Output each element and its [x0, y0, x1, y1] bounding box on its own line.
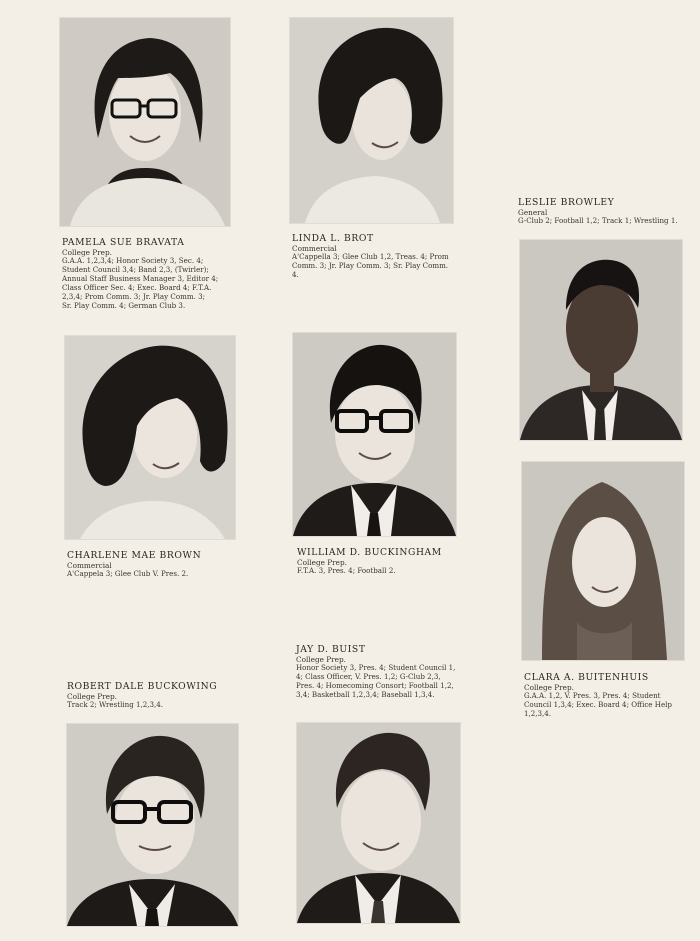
senior-activities: [67, 701, 217, 710]
senior-course: College Prep.: [297, 558, 347, 567]
portrait-william-d-buckingham: [293, 333, 456, 536]
portrait-leslie-browley: [520, 240, 682, 440]
senior-activities: [518, 217, 678, 226]
activities-line: Class Officer Sec. 4; Exec. Board 4; F.T.A.: [62, 282, 212, 292]
senior-entry-buist: [296, 644, 455, 700]
senior-course: College Prep.: [67, 692, 117, 701]
activities-line: 4; Class Officer, V. Pres. 1,2; G-Club 2,3,: [296, 671, 441, 681]
senior-name: LESLIE BROWLEY: [518, 197, 615, 208]
activities-line: 1,2,3,4.: [524, 708, 552, 718]
senior-entry-brown: [67, 550, 201, 579]
senior-entry-buckingham: [297, 547, 442, 576]
senior-name: CHARLENE MAE BROWN: [67, 550, 202, 561]
activities-line: Comm. 3; Jr. Play Comm. 3; Sr. Play Comm.: [292, 260, 449, 270]
activities-line: Council 1,3,4; Exec. Board 4; Office Help: [524, 699, 672, 709]
activities-line: A'Cappella 3; Glee Club 1,2, Treas. 4; Prom: [292, 252, 449, 261]
portrait-jay-d-buist: [297, 723, 460, 923]
activities-line: 2,3,4; Prom Comm. 3; Jr. Play Comm. 3;: [62, 291, 205, 301]
portrait-charlene-mae-brown: [65, 336, 235, 539]
activities-line: G-Club 2; Football 1,2; Track 1; Wrestling 1.: [518, 216, 678, 225]
portrait-pamela-sue-bravata: [60, 18, 230, 226]
senior-entry-bravata: [62, 237, 218, 310]
senior-activities: [296, 664, 455, 700]
senior-course: College Prep.: [524, 683, 574, 692]
senior-entry-buitenhuis: [524, 672, 672, 719]
senior-entry-buckowing: [67, 681, 217, 710]
senior-course: College Prep.: [296, 655, 346, 664]
activities-line: Pres. 4; Homecoming Consort; Football 1,2,: [296, 680, 454, 690]
portrait-clara-a-buitenhuis: [522, 462, 684, 660]
activities-line: Annual Staff Business Manager 3, Editor 4;: [62, 273, 219, 283]
senior-activities: [62, 257, 218, 310]
senior-activities: [524, 692, 672, 719]
senior-name: PAMELA SUE BRAVATA: [62, 237, 185, 248]
senior-entry-browley: [518, 197, 678, 226]
senior-activities: [297, 567, 442, 576]
activities-line: 4.: [292, 269, 299, 279]
senior-name: CLARA A. BUITENHUIS: [524, 672, 649, 683]
senior-activities: [67, 570, 201, 579]
activities-line: G.A.A. 1,2,3,4; Honor Society 3, Sec. 4;: [62, 256, 204, 265]
senior-entry-brot: [292, 233, 449, 280]
activities-line: G.A.A. 1,2, V. Pres. 3, Pres. 4; Student: [524, 691, 661, 700]
portrait-linda-l-brot: [290, 18, 453, 223]
senior-course: General: [518, 208, 548, 217]
senior-name: JAY D. BUIST: [296, 644, 366, 655]
activities-line: Track 2; Wrestling 1,2,3,4.: [67, 700, 164, 709]
senior-name: LINDA L. BROT: [292, 233, 374, 244]
senior-name: ROBERT DALE BUCKOWING: [67, 681, 218, 692]
senior-course: College Prep.: [62, 248, 112, 257]
activities-line: 3,4; Basketball 1,2,3,4; Baseball 1,3,4.: [296, 689, 435, 699]
activities-line: F.T.A. 3, Pres. 4; Football 2.: [297, 566, 396, 575]
senior-course: Commercial: [67, 561, 112, 570]
activities-line: Honor Society 3, Pres. 4; Student Council 1,: [296, 663, 456, 672]
activities-line: Student Council 3,4; Band 2,3, (Twirler);: [62, 264, 209, 274]
senior-name: WILLIAM D. BUCKINGHAM: [297, 547, 442, 558]
activities-line: A'Cappela 3; Glee Club V. Pres. 2.: [67, 569, 189, 578]
activities-line: Sr. Play Comm. 4; German Club 3.: [62, 300, 186, 310]
senior-course: Commercial: [292, 244, 337, 253]
portrait-robert-dale-buckowing: [67, 724, 238, 926]
senior-activities: [292, 253, 449, 280]
